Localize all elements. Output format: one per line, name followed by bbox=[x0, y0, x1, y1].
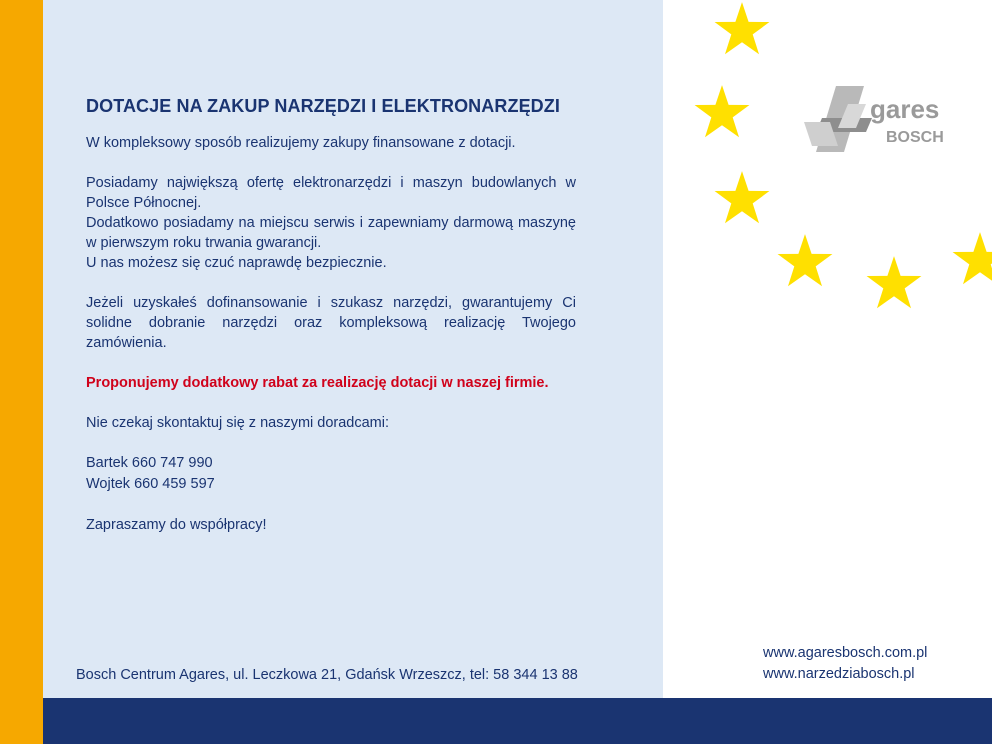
funding-paragraph: Jeżeli uzyskałeś dofinansowanie i szukasz narzędzi, gwarantujemy Ci solidne dobranie narzędzi oraz kompleksową realizację Twojego zamówienia. bbox=[86, 295, 576, 351]
logo-brand-text: gares bbox=[870, 94, 940, 124]
website-link-narzedziabosch[interactable]: www.narzedziabosch.pl bbox=[763, 666, 915, 682]
contact-bartek: Bartek 660 747 990 bbox=[86, 455, 213, 471]
main-content bbox=[86, 96, 576, 555]
yellow-star-icon bbox=[714, 171, 770, 225]
contact-wojtek: Wojtek 660 459 597 bbox=[86, 476, 215, 492]
offer-paragraph: Posiadamy największą ofertę elektronarzędzi i maszyn budowlanych w Polsce Północnej. bbox=[86, 175, 576, 211]
bottom-band bbox=[43, 698, 992, 744]
yellow-star-icon bbox=[866, 256, 922, 310]
logo-sub-text: BOSCH bbox=[886, 129, 944, 146]
page-title: DOTACJE NA ZAKUP NARZĘDZI I ELEKTRONARZĘDZI bbox=[86, 96, 560, 116]
agares-bosch-logo bbox=[804, 82, 952, 154]
website-links bbox=[763, 643, 927, 685]
contact-list bbox=[86, 453, 576, 495]
service-paragraph: Dodatkowo posiadamy na miejscu serwis i zapewniamy darmową maszynę w pierwszym roku trwania gwarancji. bbox=[86, 215, 576, 251]
left-accent-bar bbox=[0, 0, 43, 744]
intro-paragraph: W kompleksowy sposób realizujemy zakupy finansowane z dotacji. bbox=[86, 135, 516, 151]
footer-address: Bosch Centrum Agares, ul. Leczkowa 21, Gdańsk Wrzeszcz, tel: 58 344 13 88 bbox=[76, 667, 578, 683]
website-link-agaresbosch[interactable]: www.agaresbosch.com.pl bbox=[763, 645, 928, 661]
yellow-star-icon bbox=[714, 2, 770, 56]
closing-line: Zapraszamy do współpracy! bbox=[86, 517, 267, 533]
contact-invite: Nie czekaj skontaktuj się z naszymi doradcami: bbox=[86, 415, 390, 431]
yellow-star-icon bbox=[952, 232, 992, 286]
yellow-star-icon bbox=[694, 85, 750, 139]
discount-highlight: Proponujemy dodatkowy rabat za realizację dotacji w naszej firmie. bbox=[86, 375, 549, 391]
yellow-star-icon bbox=[777, 234, 833, 288]
safety-paragraph: U nas możesz się czuć naprawdę bezpiecznie. bbox=[86, 255, 387, 271]
